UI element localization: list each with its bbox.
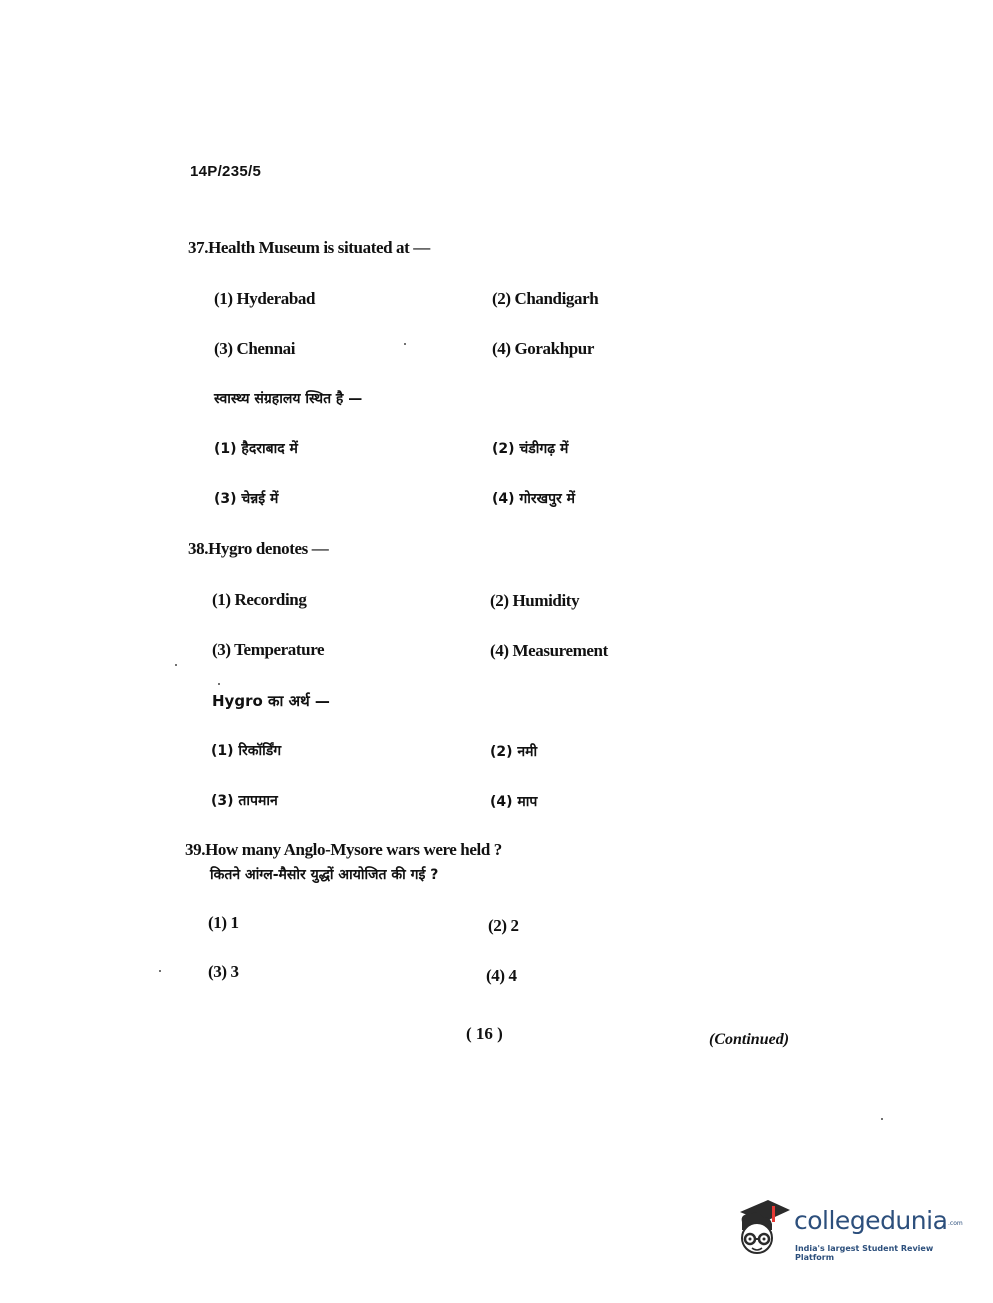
page-number: ( 16 ) (466, 1024, 503, 1043)
question-39 (185, 840, 502, 860)
option-37-2: (2) Chandigarh (492, 289, 599, 308)
continued-label: (Continued) (709, 1031, 790, 1048)
question-37 (188, 238, 430, 258)
paper-code: 14P/235/5 (190, 163, 262, 180)
question-number: 39. (185, 840, 206, 859)
option-39-2: (2) 2 (488, 916, 519, 935)
scan-speck (159, 970, 161, 972)
brand-name: collegedunia (794, 1206, 948, 1235)
question-text-en: Hygro denotes — (208, 539, 329, 558)
option-38-4-hi: (4) माप (490, 794, 538, 810)
student-mascot-icon (734, 1196, 792, 1262)
brand-tagline: India's largest Student Review Platform (795, 1244, 934, 1262)
option-37-2-hi: (2) चंडीगढ़ में (492, 441, 569, 457)
question-38-text-hi: Hygro का अर्थ — (212, 692, 330, 710)
option-37-1-hi: (1) हैदराबाद में (214, 441, 298, 457)
option-37-1: (1) Hyderabad (214, 289, 316, 308)
option-37-3-hi: (3) चेन्नई में (214, 491, 279, 507)
brand-domain: .com (948, 1220, 963, 1227)
scan-speck (881, 1118, 883, 1120)
scan-speck (218, 683, 220, 685)
question-number: 37. (188, 238, 209, 257)
question-number: 38. (188, 539, 209, 558)
option-39-1: (1) 1 (208, 913, 239, 932)
question-37-text-hi: स्वास्थ्य संग्रहालय स्थित है — (214, 391, 363, 407)
option-39-4: (4) 4 (486, 966, 517, 985)
option-37-4: (4) Gorakhpur (492, 339, 595, 358)
scan-speck (175, 664, 177, 666)
option-37-4-hi: (4) गोरखपुर में (492, 491, 576, 507)
question-39-text-hi: कितने आंग्ल-मैसोर युद्धों आयोजित की गई ? (210, 867, 439, 883)
option-38-4: (4) Measurement (490, 641, 608, 660)
scan-speck (404, 343, 406, 345)
option-37-3: (3) Chennai (214, 339, 296, 358)
question-38 (188, 539, 328, 559)
option-38-1: (1) Recording (212, 590, 307, 609)
option-38-3: (3) Temperature (212, 640, 325, 659)
option-39-3: (3) 3 (208, 962, 239, 981)
question-text-en: How many Anglo-Mysore wars were held ? (205, 840, 502, 859)
option-38-3-hi: (3) तापमान (211, 793, 278, 809)
option-38-1-hi: (1) रिकॉर्डिंग (211, 743, 282, 759)
collegedunia-watermark (734, 1196, 964, 1262)
question-text-en: Health Museum is situated at — (208, 238, 430, 257)
option-38-2-hi: (2) नमी (490, 744, 538, 760)
option-38-2: (2) Humidity (490, 591, 580, 610)
